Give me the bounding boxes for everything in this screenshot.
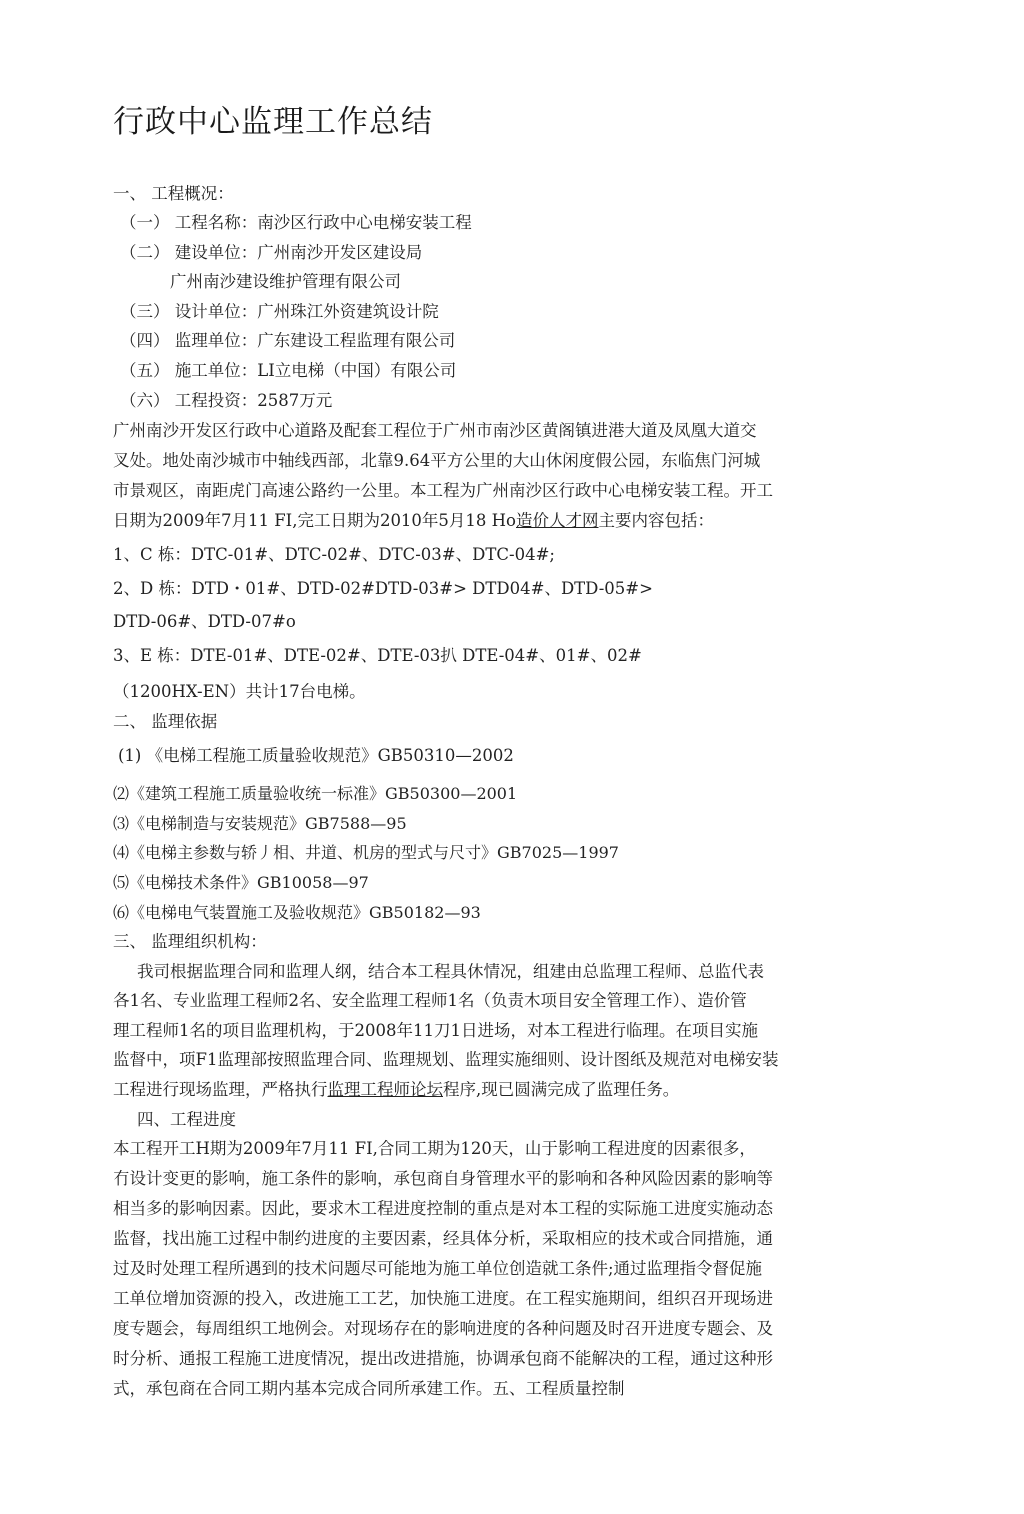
paragraph-line: 度专题会，每周组织工地例会。对现场存在的影响进度的各种问题及时召开进度专题会、及: [113, 1319, 773, 1338]
overview-item: （四） 监理单位：广东建设工程监理有限公司: [120, 331, 456, 350]
paragraph-line: 广州南沙开发区行政中心道路及配套工程位于广州市南沙区黄阁镇进港大道及凤凰大道交: [113, 421, 757, 440]
basis-item: ⑶《电梯制造与安装规范》GB7588—95: [113, 814, 407, 833]
paragraph-text: 日期为2009年7月11 FI,完工日期为2010年5月18 Ho: [113, 511, 516, 530]
overview-item: （二） 建设单位：广州南沙开发区建设局: [120, 243, 423, 262]
list-item: 1、C 栋：DTC-01#、DTC-02#、DTC-03#、DTC-04#;: [113, 545, 555, 564]
list-item: 2、D 栋：DTD・01#、DTD-02#DTD-03#> DTD04#、DTD-05#>: [113, 579, 653, 598]
paragraph-line: 各1名、专业监理工程师2名、安全监理工程师1名（负责木项目安全管理工作）、造价管: [113, 991, 747, 1010]
basis-item: ⑷《电梯主参数与轿丿相、井道、机房的型式与尺寸》GB7025—1997: [113, 843, 619, 862]
paragraph-line: 本工程开工H期为2009年7月11 FI,合同工期为120天，山于影响工程进度的因素很多，: [113, 1139, 756, 1158]
basis-item: ⑹《电梯电气装置施工及验收规范》GB50182—93: [113, 903, 481, 922]
paragraph-line: 冇设计变更的影响，施工条件的影响，承包商自身管理水平的影响和各种风险因素的影响等: [113, 1169, 773, 1188]
list-item: DTD-06#、DTD-07#o: [113, 612, 296, 631]
section-heading-progress: 四、工程进度: [137, 1110, 236, 1129]
paragraph-line: 监督中，项F1监理部按照监理合同、监理规划、监理实施细则、设计图纸及规范对电梯安装: [113, 1050, 779, 1069]
paragraph-line: 式，承包商在合同工期内基本完成合同所承建工作。五、工程质量控制: [113, 1379, 625, 1398]
overview-item: 广州南沙建设维护管理有限公司: [170, 272, 401, 291]
paragraph-text: 程序,现已圆满完成了监理任务。: [443, 1080, 680, 1099]
overview-item: （五） 施工单位：LI立电梯（中国）有限公司: [120, 361, 457, 380]
overview-item: （六） 工程投资：2587万元: [120, 391, 333, 410]
section-heading-organization: 三、 监理组织机构：: [113, 932, 267, 951]
paragraph-text: 主要内容包括：: [598, 511, 714, 530]
paragraph-text: 工程进行现场监理，严格执行: [113, 1080, 328, 1099]
paragraph-line: 市景观区，南距虎门高速公路约一公里。本工程为广州南沙区行政中心电梯安装工程。开工: [113, 481, 773, 500]
paragraph-line: [113, 1080, 679, 1100]
paragraph-line: 我司根据监理合同和监理人纲，结合本工程具休情况，组建由总监理工程师、总监代表: [137, 962, 764, 981]
supervision-forum-link[interactable]: 监理工程师论坛: [327, 1080, 443, 1099]
page-title: 行政中心监理工作总结: [113, 104, 433, 140]
paragraph-line: 理工程师1名的项目监理机构，于2008年11刀1日进场，对本工程进行临理。在项目实施: [113, 1021, 758, 1040]
section-heading-basis: 二、 监理依据: [113, 712, 218, 731]
paragraph-line: 叉处。地处南沙城市中轴线西部，北靠9.64平方公里的大山休闲度假公园，东临焦门河城: [113, 451, 761, 470]
basis-item: (1) 《电梯工程施工质量验收规范》GB50310—2002: [118, 746, 514, 765]
list-item: 3、E 栋：DTE-01#、DTE-02#、DTE-03扒 DTE-04#、01#、02#: [113, 646, 642, 665]
list-item: （1200HX-EN）共计17台电梯。: [113, 682, 366, 701]
basis-item: ⑸《电梯技术条件》GB10058—97: [113, 873, 369, 892]
paragraph-line: 时分析、通报工程施工进度情况，提出改进措施，协调承包商不能解决的工程，通过这种形: [113, 1349, 773, 1368]
paragraph-line: 过及时处理工程所遇到的技术问题尽可能地为施工单位创造就工条件;通过监理指令督促施: [113, 1259, 763, 1278]
overview-item: （三） 设计单位：广州珠江外资建筑设计院: [120, 302, 439, 321]
paragraph-line: 相当多的影响因素。因此，要求木工程进度控制的重点是对本工程的实际施工进度实施动态: [113, 1199, 773, 1218]
cost-talent-link[interactable]: 造价人才网: [516, 511, 599, 530]
paragraph-line: 监督，找出施工过程中制约进度的主要因素，经具体分析，采取相应的技术或合同措施，通: [113, 1229, 773, 1248]
basis-item: ⑵《建筑工程施工质量验收统一标准》GB50300—2001: [113, 784, 518, 803]
paragraph-line: [113, 511, 714, 531]
section-heading-overview: 一、 工程概况：: [113, 184, 234, 203]
paragraph-line: 工单位增加资源的投入，改进施工工艺，加快施工进度。在工程实施期间，组织召开现场进: [113, 1289, 773, 1308]
overview-item: （一） 工程名称：南沙区行政中心电梯安装工程: [120, 213, 472, 232]
